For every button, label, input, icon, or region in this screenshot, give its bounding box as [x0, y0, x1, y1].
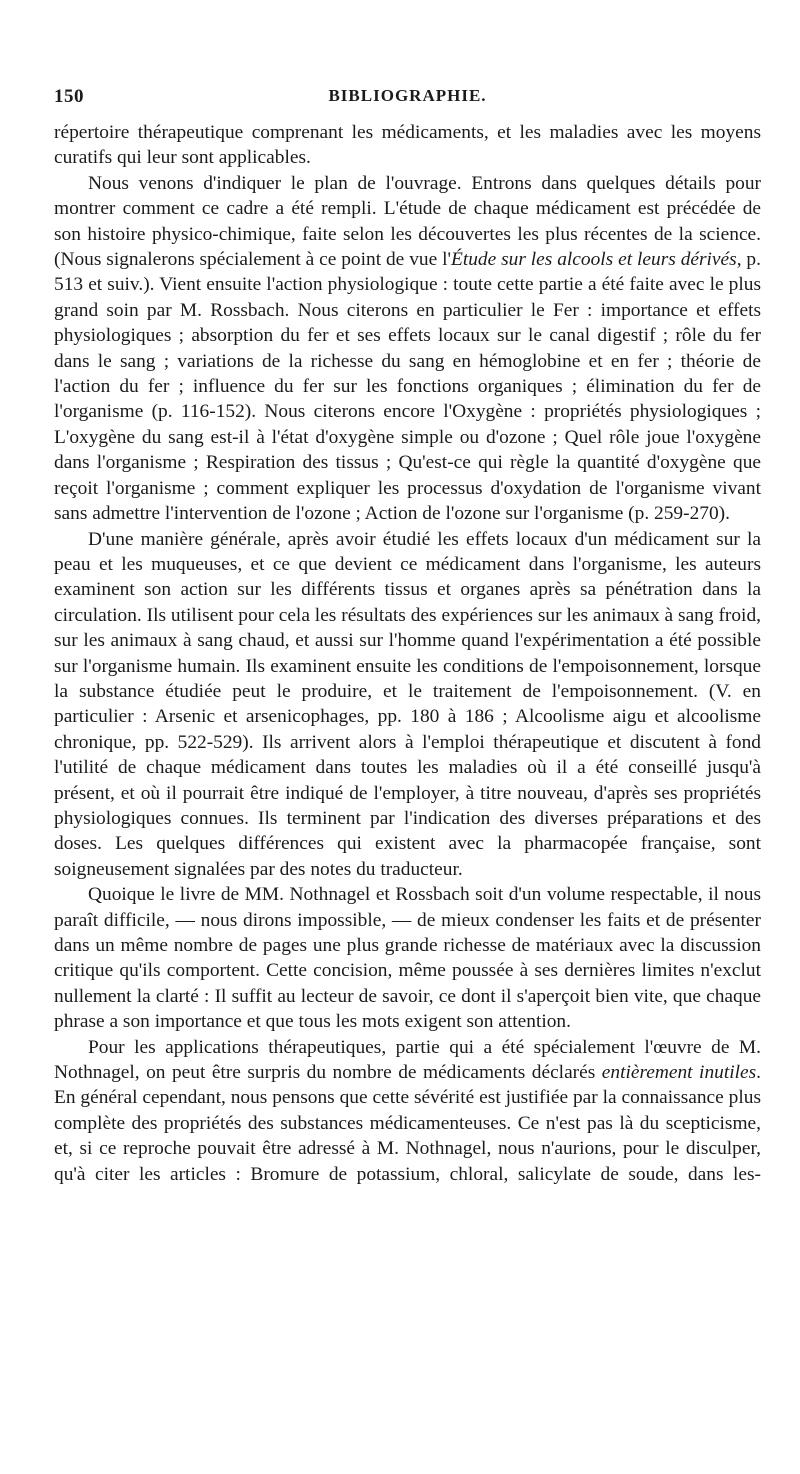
paragraph-text: répertoire thérapeutique comprenant les médicaments, et les maladies avec les moyens curatifs qui leur sont applicables. [54, 122, 761, 169]
page-number: 150 [54, 86, 84, 107]
page-header [54, 86, 761, 116]
paragraph-text: . En général cependant, nous pensons que cette sévérité est justifiée par la connaissance plus complète des propriétés des substances médicamenteuses. Ce n'est pas là du scepticisme, et, si ce reproche pouvait être adressé à M. Nothnagel, nous n'aurions, pour le disculper, qu'à citer les articles : Bromure de potassium, chloral, salicylate de soude, dans les- [54, 1062, 762, 1185]
italic-phrase: entièrement inutiles [601, 1062, 757, 1084]
paragraph-text: Pour les applications thérapeutiques, partie qui a été spécialement l'œuvre de M. Nothnagel, on peut être surpris du nombre de médicaments déclarés [54, 1036, 761, 1084]
running-title: BIBLIOGRAPHIE. [328, 86, 487, 105]
paragraph-therapeutics [54, 1035, 761, 1187]
paragraph-text: Quoique le livre de MM. Nothnagel et Rossbach soit d'un volume respectable, il nous paraît difficile, — nous dirons impossible, — de mieux condenser les faits et de présenter dans un même nombre de pages une plus grande richesse de matériaux avec la discussion critique qu'ils comportent. Cette concision, même poussée à ses dernières limites n'exclut nullement la clarté : Il suffit au lecteur de savoir, ce dont il s'aperçoit bien vite, que chaque phrase a son importance et que tous les mots exigent son attention. [54, 884, 761, 1033]
page [54, 86, 761, 1187]
paragraph-method [54, 527, 761, 883]
paragraph-text: Nous venons d'indiquer le plan de l'ouvrage. Entrons dans quelques détails pour montrer comment ce cadre a été rempli. L'étude de chaque médicament est précédée de son histoire physico-chimique, faite selon les découvertes les plus récentes de la science. (Nous signalerons spécialement à ce point de vue l' [54, 172, 761, 271]
paragraph-text: D'une manière générale, après avoir étudié les effets locaux d'un médicament sur la peau et les muqueuses, et ce que devient ce médicament dans l'organisme, les auteurs examinent son action sur les différents tissus et organes après sa pénétration dans la circulation. Ils utilisent pour cela les résultats des expériences sur les animaux à sang froid, sur les animaux à sang chaud, et aussi sur l'homme quand l'expérimentation a été possible sur l'organisme humain. Ils examinent ensuite les conditions de l'empoisonnement, lorsque la substance étudiée peut le produire, et le traitement de l'empoisonnement. (V. en particulier : Arsenic et arsenicophages, pp. 180 à 186 ; Alcoolisme aigu et alcoolisme chronique, pp. 522-529). Ils arrivent alors à l'emploi thérapeutique et discutent à fond l'utilité de chaque médicament dans toutes les maladies où il a été conseillé jusqu'à présent, et où il pourrait être indiqué de l'employer, à titre nouveau, d'après ses propriétés physiologiques connues. Ils terminent par l'indication des diverses préparations et des doses. Les quelques différences qui existent avec la pharmacopée française, sont soigneusement signalées par des notes du traducteur. [54, 528, 761, 880]
paragraph-plan [54, 171, 761, 527]
italic-title: Étude sur les alcools et leurs dérivés [450, 249, 737, 271]
paragraph-text: , p. 513 et suiv.). Vient ensuite l'action physiologique : toute cette partie a été faite avec le plus grand soin par M. Rossbach. Nous citerons en particulier le Fer : importance et effets physiologiques ; absorption du fer et ses effets locaux sur le canal digestif ; rôle du fer dans le sang ; variations de la richesse du sang en hémoglobine et en fer ; théorie de l'action du fer ; influence du fer sur les fonctions organiques ; élimination du fer de l'organisme (p. 116-152). Nous citerons encore l'Oxygène : propriétés physiologiques ; L'oxygène du sang est-il à l'état d'oxygène simple ou d'ozone ; Quel rôle joue l'oxygène dans l'organisme ; Respiration des tissus ; Qu'est-ce qui règle la quantité d'oxygène que reçoit l'organisme ; comment expliquer les processus d'oxydation de l'organisme vivant sans admettre l'intervention de l'ozone ; Action de l'ozone sur l'organisme (p. 259-270). [54, 249, 761, 525]
body-text [54, 120, 761, 1187]
paragraph-concision [54, 882, 761, 1034]
paragraph-continuation [54, 120, 761, 171]
